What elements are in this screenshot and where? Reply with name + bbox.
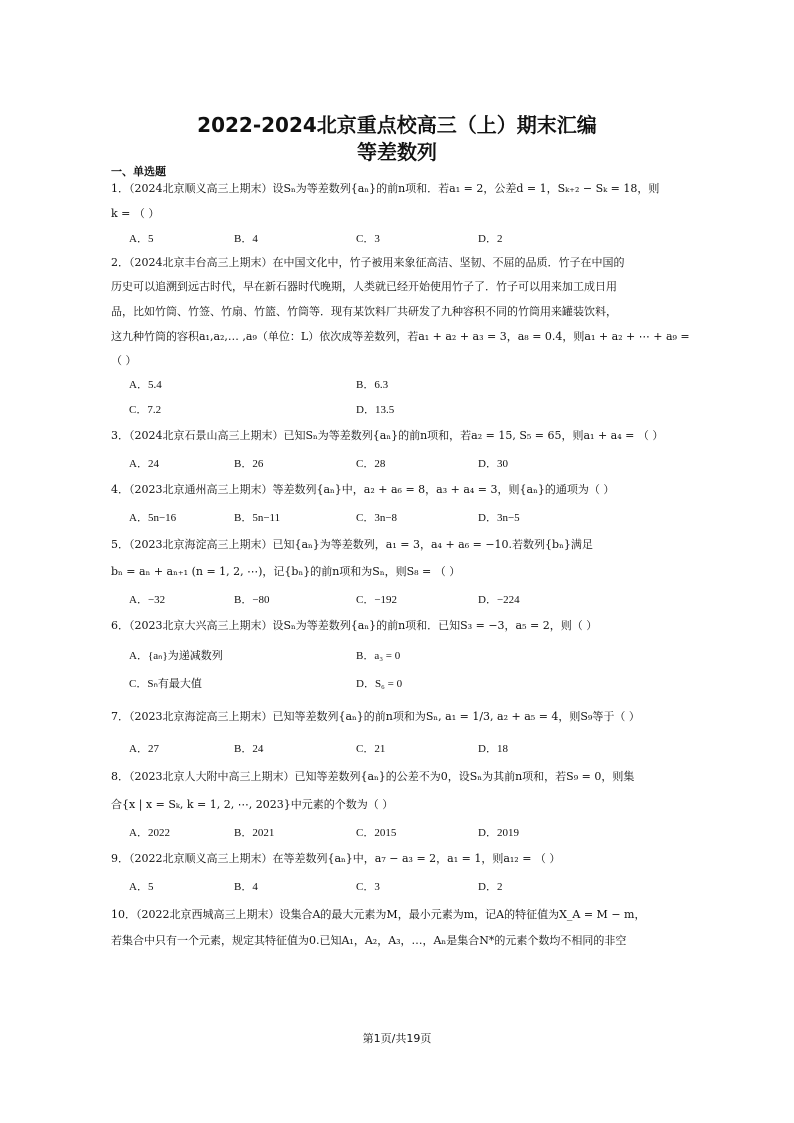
question-4-option-b: B．5n−11 <box>234 512 281 524</box>
question-2-option-a: A．5.4 <box>129 379 162 391</box>
question-3-option-c: C．28 <box>356 458 386 470</box>
question-2-line-5: （ ） <box>111 354 137 367</box>
question-7-option-a: A．27 <box>129 743 159 755</box>
document-title: 2022-2024北京重点校高三（上）期末汇编 <box>197 113 597 137</box>
question-7-option-d: D．18 <box>478 743 508 755</box>
document-subtitle: 等差数列 <box>357 140 437 164</box>
page-footer: 第1页/共19页 <box>362 1032 432 1045</box>
question-9-option-c: C．3 <box>356 881 380 893</box>
question-1-option-d: D．2 <box>478 233 503 245</box>
question-1-option-c: C．3 <box>356 233 380 245</box>
question-7-line-1: 7．（2023北京海淀高三上期末）已知等差数列{aₙ}的前n项和为Sₙ, a₁ = 1/3, a₂ + a₅ = 4，则S₉等于（ ） <box>111 710 640 723</box>
question-3-option-a: A．24 <box>129 458 159 470</box>
question-5-option-b: B．−80 <box>234 594 270 606</box>
question-6-option-c: C．Sₙ有最大值 <box>129 678 202 690</box>
question-10-line-2: 若集合中只有一个元素，规定其特征值为0.已知A₁，A₂，A₃，…，Aₙ是集合N*的元素个数均不相同的非空 <box>111 934 627 947</box>
question-5-option-c: C．−192 <box>356 594 398 606</box>
question-8-option-a: A．2022 <box>129 827 170 839</box>
question-6-option-a: A．{aₙ}为递减数列 <box>129 650 223 662</box>
question-1-option-a: A．5 <box>129 233 154 245</box>
question-2-line-3: 品，比如竹筒、竹签、竹扇、竹篮、竹筒等．现有某饮料厂共研发了九种容积不同的竹筒用来罐装饮料， <box>111 305 617 318</box>
question-2-line-4: 这九种竹筒的容积a₁,a₂,… ,a₉（单位：L）依次成等差数列，若a₁ + a₂ + a₃ = 3，a₈ = 0.4，则a₁ + a₂ + ⋯ + a₉ = <box>111 330 690 343</box>
question-2-option-d: D．13.5 <box>356 404 395 416</box>
question-4-option-d: D．3n−5 <box>478 512 520 524</box>
question-2-option-b: B．6.3 <box>356 379 389 391</box>
question-8-line-1: 8．（2023北京人大附中高三上期末）已知等差数列{aₙ}的公差不为0，设Sₙ为其前n项和，若S₉ = 0，则集 <box>111 770 635 783</box>
section-heading: 一、单选题 <box>111 165 166 178</box>
question-6-option-b: B．a₃ = 0 <box>356 650 401 662</box>
question-3-option-d: D．30 <box>478 458 508 470</box>
question-5-option-d: D．−224 <box>478 594 520 606</box>
question-5-line-2: bₙ = aₙ + aₙ₊₁ (n = 1, 2, ⋯)，记{bₙ}的前n项和为Sₙ，则S₈ = （ ） <box>111 565 461 578</box>
question-4-option-c: C．3n−8 <box>356 512 398 524</box>
question-9-line-1: 9．（2022北京顺义高三上期末）在等差数列{aₙ}中，a₇ − a₃ = 2，a₁ = 1，则a₁₂ = （ ） <box>111 852 561 865</box>
question-4-option-a: A．5n−16 <box>129 512 177 524</box>
question-1-line-1: 1．（2024北京顺义高三上期末）设Sₙ为等差数列{aₙ}的前n项和．若a₁ = 2，公差d = 1，Sₖ₊₂ − Sₖ = 18，则 <box>111 182 660 195</box>
question-10-line-1: 10．（2022北京西城高三上期末）设集合A的最大元素为M，最小元素为m，记A的特征值为X_A = M − m， <box>111 908 646 921</box>
question-6-option-d: D．S₆ = 0 <box>356 678 403 690</box>
question-3-line-1: 3．（2024北京石景山高三上期末）已知Sₙ为等差数列{aₙ}的前n项和，若a₂ = 15, S₅ = 65，则a₁ + a₄ = （ ） <box>111 429 664 442</box>
question-5-line-1: 5．（2023北京海淀高三上期末）已知{aₙ}为等差数列，a₁ = 3，a₄ + a₆ = −10.若数列{bₙ}满足 <box>111 538 593 551</box>
question-7-option-b: B．24 <box>234 743 264 755</box>
question-4-line-1: 4．（2023北京通州高三上期末）等差数列{aₙ}中，a₂ + a₆ = 8，a₃ + a₄ = 3，则{aₙ}的通项为（ ） <box>111 483 615 496</box>
question-2-option-c: C．7.2 <box>129 404 162 416</box>
question-1-line-2: k = （ ） <box>111 207 160 220</box>
question-1-option-b: B．4 <box>234 233 258 245</box>
question-3-option-b: B．26 <box>234 458 264 470</box>
question-8-option-b: B．2021 <box>234 827 275 839</box>
question-9-option-a: A．5 <box>129 881 154 893</box>
question-2-line-1: 2．（2024北京丰台高三上期末）在中国文化中，竹子被用来象征高洁、坚韧、不屈的品质．竹子在中国的 <box>111 256 625 269</box>
question-8-line-2: 合{x | x = Sₖ, k = 1, 2, ⋯, 2023}中元素的个数为（ ） <box>111 798 394 811</box>
question-8-option-d: D．2019 <box>478 827 519 839</box>
question-2-line-2: 历史可以追溯到远古时代，早在新石器时代晚期，人类就已经开始使用竹子了．竹子可以用来加工成日用 <box>111 280 617 293</box>
question-7-option-c: C．21 <box>356 743 386 755</box>
question-9-option-b: B．4 <box>234 881 258 893</box>
question-6-line-1: 6．（2023北京大兴高三上期末）设Sₙ为等差数列{aₙ}的前n项和．已知S₃ = −3，a₅ = 2，则（ ） <box>111 619 598 632</box>
question-5-option-a: A．−32 <box>129 594 166 606</box>
question-8-option-c: C．2015 <box>356 827 397 839</box>
question-9-option-d: D．2 <box>478 881 503 893</box>
